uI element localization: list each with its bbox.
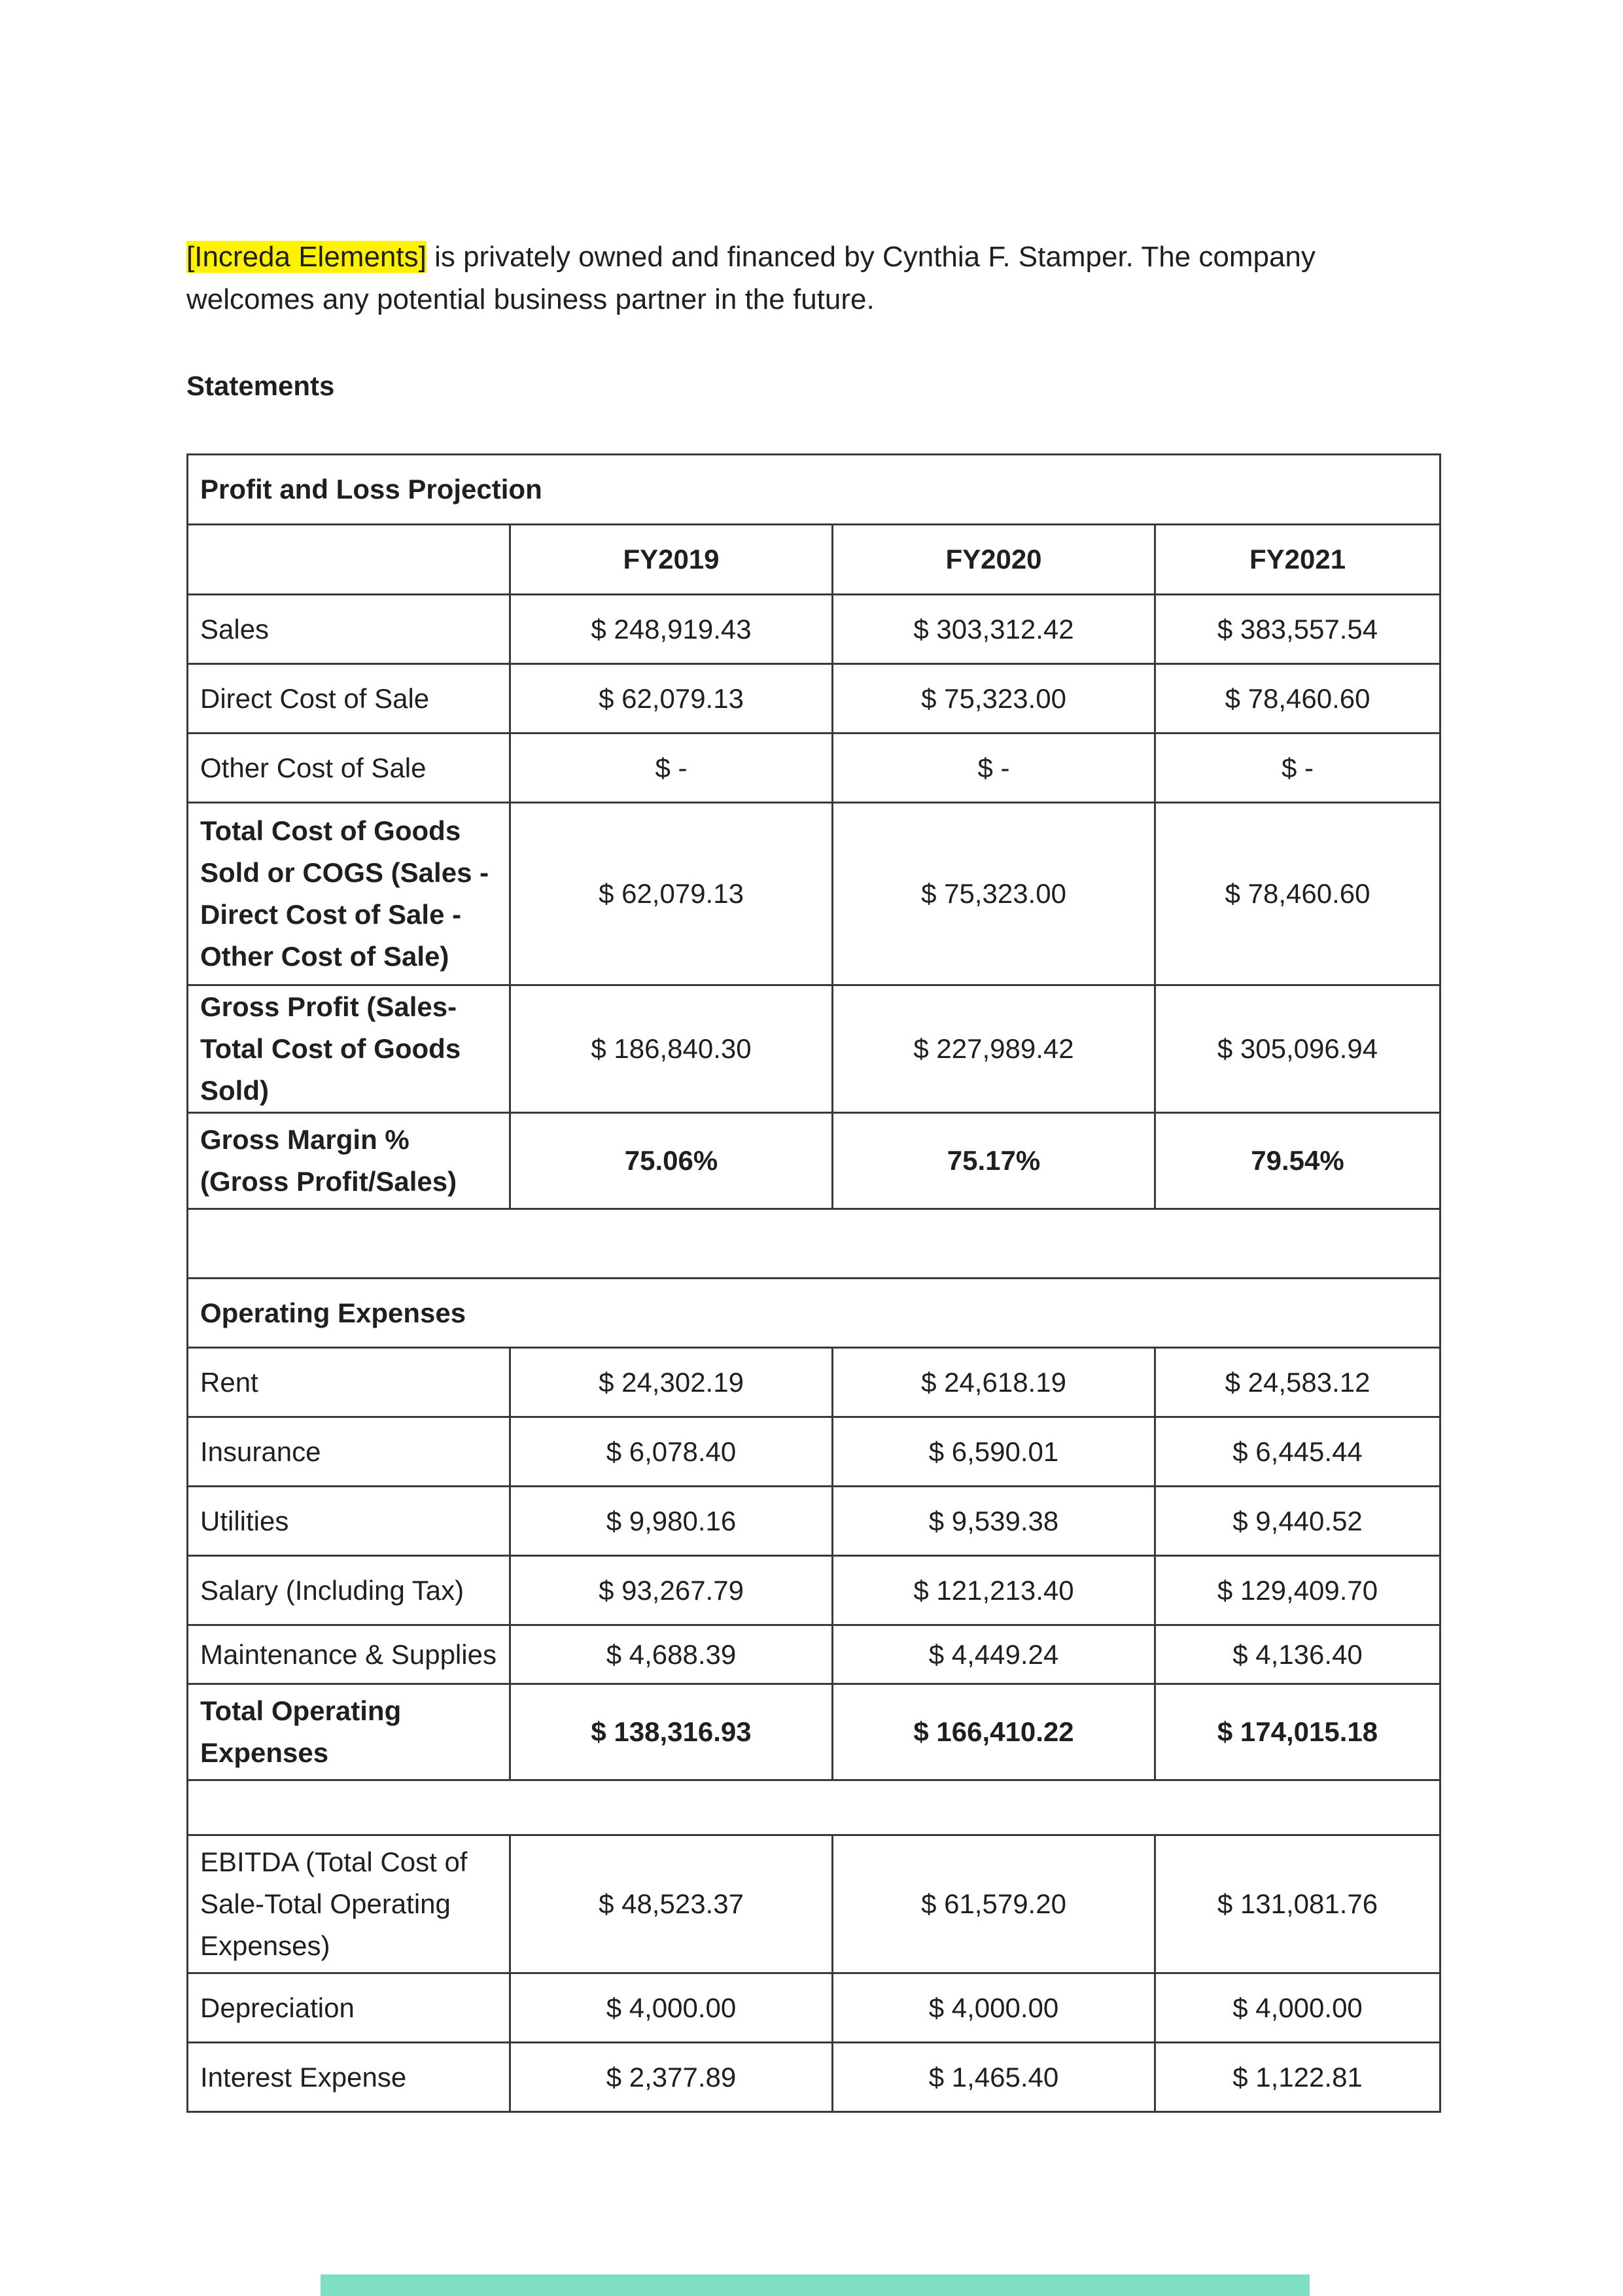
cell-value: $ 24,583.12 <box>1155 1348 1440 1417</box>
header-empty-cell <box>188 525 510 595</box>
cell-value: 75.06% <box>510 1113 833 1209</box>
row-label: Interest Expense <box>188 2043 510 2112</box>
cell-value: $ - <box>510 733 833 803</box>
cell-value: $ 4,688.39 <box>510 1625 833 1684</box>
cell-value: $ 62,079.13 <box>510 664 833 733</box>
table-row <box>188 985 1440 1113</box>
section-title-row <box>188 1279 1440 1348</box>
row-label: Gross Margin % (Gross Profit/Sales) <box>188 1113 510 1209</box>
cell-value: $ 166,410.22 <box>833 1684 1155 1780</box>
cell-value: $ 78,460.60 <box>1155 664 1440 733</box>
intro-text: is privately owned and financed by Cynthia F. Stamper. The company welcomes any potential business partner in the future. <box>186 241 1316 315</box>
profit-loss-table <box>186 453 1441 2113</box>
section-title: Operating Expenses <box>188 1279 1440 1348</box>
cell-value: $ 6,445.44 <box>1155 1417 1440 1487</box>
row-label: Other Cost of Sale <box>188 733 510 803</box>
row-label: Utilities <box>188 1487 510 1556</box>
cell-value: $ 75,323.00 <box>833 803 1155 985</box>
cell-value: $ 75,323.00 <box>833 664 1155 733</box>
cell-value: $ 4,000.00 <box>510 1973 833 2043</box>
cell-value: $ 4,136.40 <box>1155 1625 1440 1684</box>
column-header: FY2020 <box>833 525 1155 595</box>
cell-value: $ 174,015.18 <box>1155 1684 1440 1780</box>
column-header: FY2019 <box>510 525 833 595</box>
cell-value: $ 1,465.40 <box>833 2043 1155 2112</box>
table-row <box>188 1348 1440 1417</box>
cell-value: $ 24,618.19 <box>833 1348 1155 1417</box>
cell-value: $ 305,096.94 <box>1155 985 1440 1113</box>
row-label: Rent <box>188 1348 510 1417</box>
row-label: Sales <box>188 595 510 664</box>
statements-heading: Statements <box>186 370 335 401</box>
table-row <box>188 1835 1440 1973</box>
row-label: Direct Cost of Sale <box>188 664 510 733</box>
cell-value: $ 9,980.16 <box>510 1487 833 1556</box>
row-label: Insurance <box>188 1417 510 1487</box>
cell-value: $ 186,840.30 <box>510 985 833 1113</box>
cell-value: $ 48,523.37 <box>510 1835 833 1973</box>
cell-value: $ 138,316.93 <box>510 1684 833 1780</box>
table-row <box>188 1487 1440 1556</box>
cell-value: $ 9,539.38 <box>833 1487 1155 1556</box>
cell-value: $ 131,081.76 <box>1155 1835 1440 1973</box>
table-row <box>188 1417 1440 1487</box>
table-row <box>188 1556 1440 1625</box>
cell-value: 79.54% <box>1155 1113 1440 1209</box>
cell-value: $ 383,557.54 <box>1155 595 1440 664</box>
table-row <box>188 1625 1440 1684</box>
spacer-cell <box>188 1209 1440 1279</box>
spacer-row <box>188 1209 1440 1279</box>
table-title-row <box>188 455 1440 525</box>
cell-value: $ 4,000.00 <box>833 1973 1155 2043</box>
row-label: Gross Profit (Sales-Total Cost of Goods Sold) <box>188 985 510 1113</box>
table-row <box>188 733 1440 803</box>
table-row <box>188 1684 1440 1780</box>
cell-value: $ 129,409.70 <box>1155 1556 1440 1625</box>
company-name-highlight: [Increda Elements] <box>186 241 427 273</box>
footer-accent-bar <box>321 2274 1310 2296</box>
cell-value: $ - <box>833 733 1155 803</box>
cell-value: $ 248,919.43 <box>510 595 833 664</box>
column-header: FY2021 <box>1155 525 1440 595</box>
table-row <box>188 664 1440 733</box>
table-row <box>188 595 1440 664</box>
cell-value: $ 6,078.40 <box>510 1417 833 1487</box>
row-label: Depreciation <box>188 1973 510 2043</box>
table-row <box>188 2043 1440 2112</box>
table-row <box>188 803 1440 985</box>
cell-value: $ 61,579.20 <box>833 1835 1155 1973</box>
spacer-row <box>188 1780 1440 1835</box>
cell-value: 75.17% <box>833 1113 1155 1209</box>
cell-value: $ 227,989.42 <box>833 985 1155 1113</box>
spacer-cell <box>188 1780 1440 1835</box>
table-title: Profit and Loss Projection <box>188 455 1440 525</box>
cell-value: $ 9,440.52 <box>1155 1487 1440 1556</box>
cell-value: $ 4,000.00 <box>1155 1973 1440 2043</box>
cell-value: $ - <box>1155 733 1440 803</box>
cell-value: $ 303,312.42 <box>833 595 1155 664</box>
row-label: Total Operating Expenses <box>188 1684 510 1780</box>
intro-paragraph <box>186 236 1449 321</box>
cell-value: $ 78,460.60 <box>1155 803 1440 985</box>
header-row <box>188 525 1440 595</box>
row-label: EBITDA (Total Cost of Sale-Total Operating Expenses) <box>188 1835 510 1973</box>
cell-value: $ 1,122.81 <box>1155 2043 1440 2112</box>
cell-value: $ 121,213.40 <box>833 1556 1155 1625</box>
table-row <box>188 1113 1440 1209</box>
cell-value: $ 24,302.19 <box>510 1348 833 1417</box>
cell-value: $ 2,377.89 <box>510 2043 833 2112</box>
cell-value: $ 93,267.79 <box>510 1556 833 1625</box>
cell-value: $ 6,590.01 <box>833 1417 1155 1487</box>
row-label: Maintenance & Supplies <box>188 1625 510 1684</box>
cell-value: $ 62,079.13 <box>510 803 833 985</box>
row-label: Salary (Including Tax) <box>188 1556 510 1625</box>
cell-value: $ 4,449.24 <box>833 1625 1155 1684</box>
row-label: Total Cost of Goods Sold or COGS (Sales - Direct Cost of Sale - Other Cost of Sale) <box>188 803 510 985</box>
table-row <box>188 1973 1440 2043</box>
